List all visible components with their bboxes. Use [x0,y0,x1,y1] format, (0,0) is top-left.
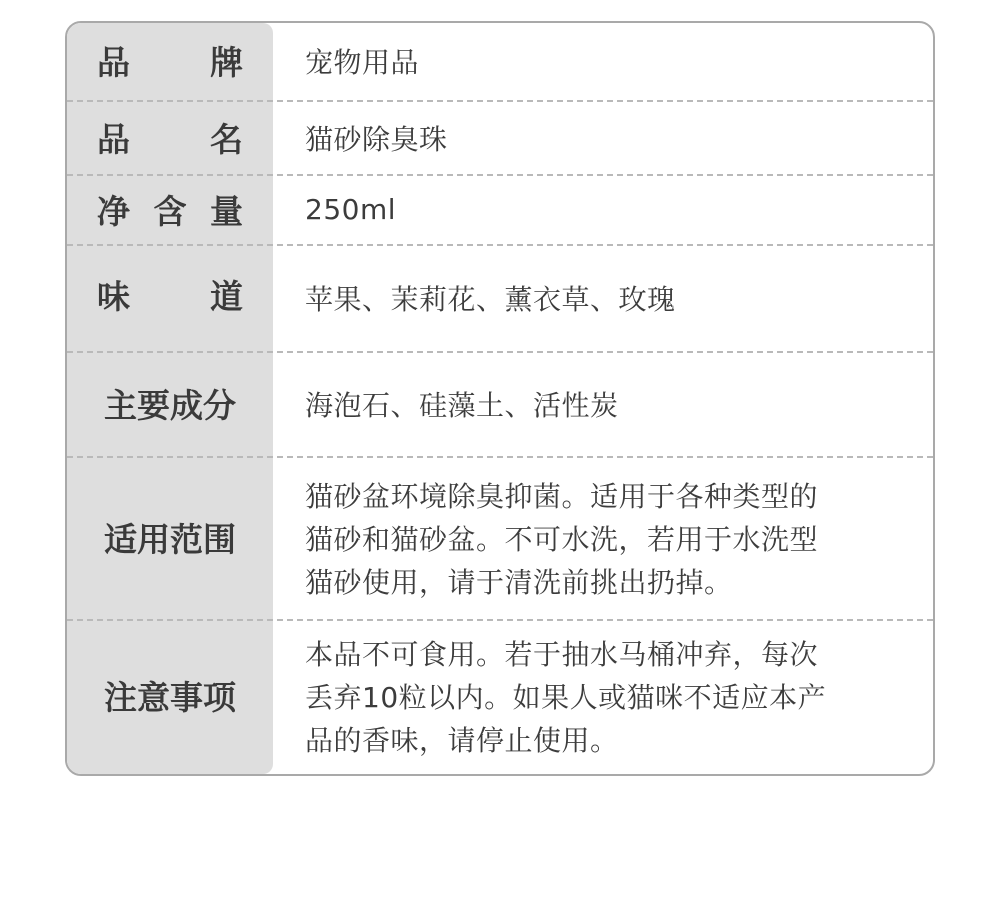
spec-row-product-name [67,102,933,176]
label-char: 味 [97,277,130,316]
spec-table [65,21,935,776]
spec-row-ingredients [67,353,933,458]
spec-value-cell [273,246,933,353]
spec-label [67,458,273,621]
spec-row-scent [67,246,933,353]
label-char: 量 [210,191,243,231]
spec-value: 250ml [305,193,396,226]
spec-value-cell [273,458,933,621]
spec-value: 苹果、茉莉花、薰衣草、玫瑰 [305,283,676,316]
label-char: 牌 [210,43,243,82]
label-char: 品 [97,119,130,159]
label-char: 道 [210,277,243,316]
label-text: 注意事项 [104,678,236,717]
spec-row-net-content [67,176,933,246]
label-text: 主要成分 [104,386,236,425]
spec-row-brand [67,23,933,102]
label-char: 品 [97,43,130,82]
spec-value: 海泡石、硅藻土、活性炭 [305,389,619,422]
spec-value: 猫砂盆环境除臭抑菌。适用于各种类型的 猫砂和猫砂盆。不可水洗，若用于水洗型 猫砂使用，请于清洗前挑出扔掉。 [305,480,819,599]
label-char: 净 [97,191,130,231]
spec-value: 本品不可食用。若于抽水马桶冲弃，每次 丢弃10粒以内。如果人或猫咪不适应本产 品的香味，请停止使用。 [305,638,827,757]
spec-value-cell [273,102,933,176]
spec-label [67,353,273,458]
spec-label [67,246,273,353]
spec-label [67,176,273,246]
spec-label [67,23,273,102]
label-char: 名 [210,119,243,159]
spec-value: 猫砂除臭珠 [305,122,448,156]
spec-value-cell [273,621,933,774]
spec-row-precautions [67,621,933,774]
label-char: 含 [153,191,187,231]
spec-label [67,621,273,774]
spec-row-usage-scope [67,458,933,621]
spec-value-cell [273,176,933,246]
spec-value-cell [273,353,933,458]
spec-label [67,102,273,176]
spec-value-cell [273,23,933,102]
spec-value: 宠物用品 [305,46,420,79]
label-text: 适用范围 [104,520,236,559]
